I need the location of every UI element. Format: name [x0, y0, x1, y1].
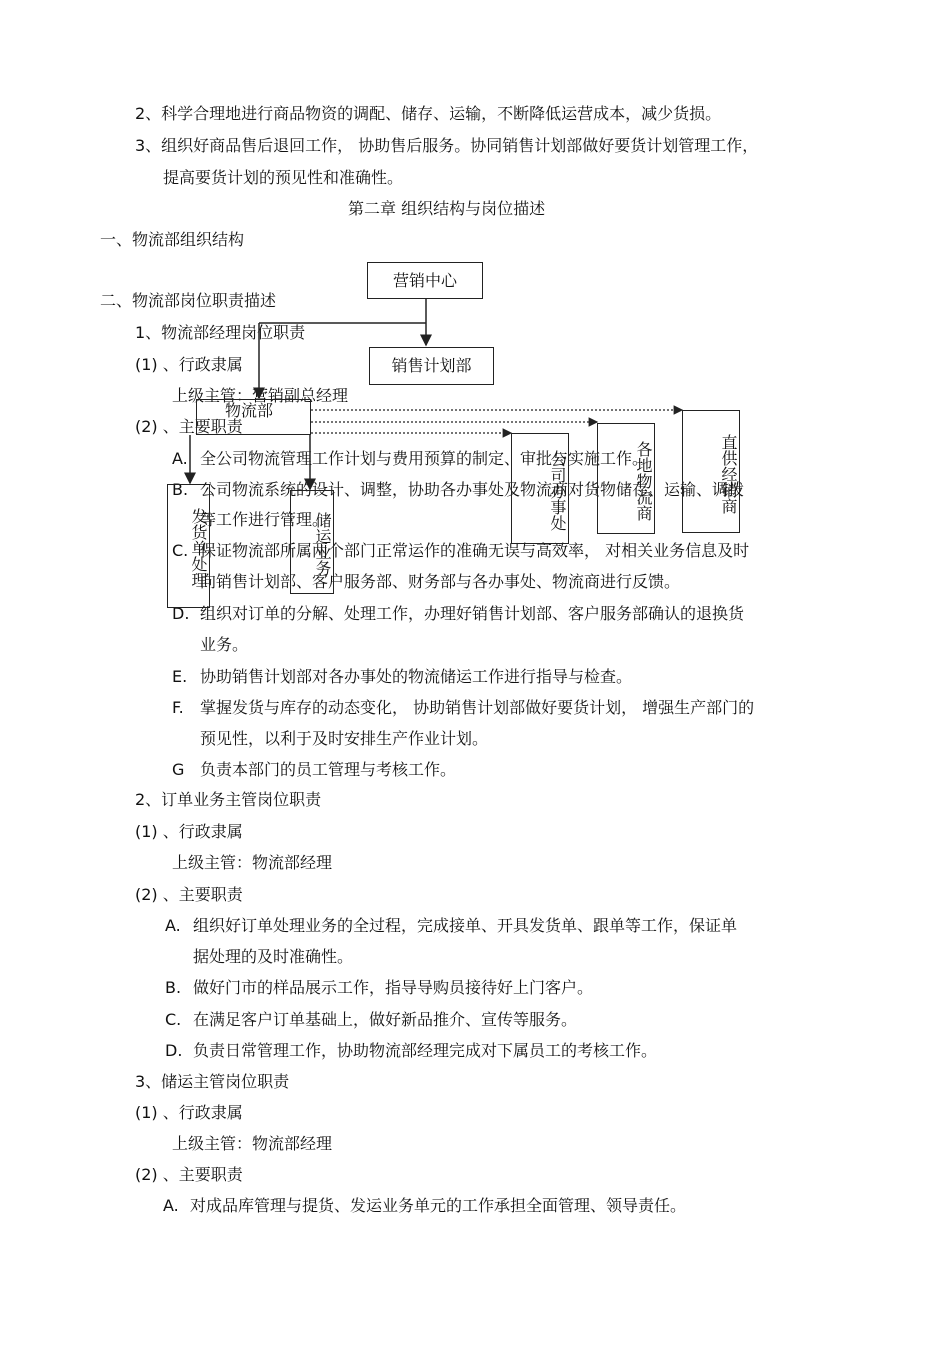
job1-title: 1、物流部经理岗位职责 [135, 323, 306, 342]
job2-duty-d: 负责日常管理工作，协助物流部经理完成对下属员工的考核工作。 [193, 1041, 658, 1060]
job2-duty-a: 组织好订单处理业务的全过程，完成接单、开具发货单、跟单等工作，保证单 [193, 916, 738, 935]
job1-duty-d: 组织对订单的分解、处理工作，办理好销售计划部、客户服务部确认的退换货 [200, 604, 745, 623]
job1-superior: 上级主管：营销副总经理 [172, 386, 349, 405]
job2-duty-c-label: C. [165, 1010, 182, 1029]
org-box-storage: 储运业务 [290, 490, 334, 594]
job2-duty-b: 做好门市的样品展示工作，指导导购员接待好上门客户。 [193, 978, 594, 997]
org-box-sales-plan: 销售计划部 [369, 347, 494, 385]
job1-duty-e: 协助销售计划部对各办事处的物流储运工作进行指导与检查。 [200, 667, 633, 686]
chapter-title: 第二章 组织结构与岗位描述 [348, 199, 546, 218]
job1-duties-heading: (2) 、主要职责 [135, 417, 243, 436]
job2-duty-c: 在满足客户订单基础上，做好新品推介、宣传等服务。 [193, 1010, 578, 1029]
org-box-regional-logistics: 各地物流商 [597, 423, 655, 534]
job1-duty-b: 公司物流系统的设计、调整，协助各办事处及物流商对货物储存、运输、调拨 [200, 480, 745, 499]
job3-title: 3、储运主管岗位职责 [135, 1072, 290, 1091]
section-heading-duties: 二、物流部岗位职责描述 [100, 291, 277, 310]
org-box-marketing-center: 营销中心 [367, 262, 483, 299]
job1-duty-e-label: E. [172, 667, 188, 686]
job1-duty-c: 保证物流部所属两个部门正常运作的准确无误与高效率， 对相关业务信息及时 [200, 541, 750, 560]
job2-duty-a-cont: 据处理的及时准确性。 [193, 947, 354, 966]
intro-line-3: 3、组织好商品售后退回工作， 协助售后服务。协同销售计划部做好要货计划管理工作， [135, 136, 759, 155]
section-heading-org: 一、物流部组织结构 [100, 230, 245, 249]
job1-duty-f-cont: 预见性，以利于及时安排生产作业计划。 [200, 729, 489, 748]
intro-line-3-cont: 提高要货计划的预见性和准确性。 [163, 168, 404, 187]
job1-duty-c-label: C. [172, 541, 189, 560]
job3-duties-heading: (2) 、主要职责 [135, 1165, 243, 1184]
job2-duty-d-label: D. [165, 1041, 183, 1060]
job3-admin-heading: (1) 、行政隶属 [135, 1103, 243, 1122]
job2-duty-a-label: A. [165, 916, 181, 935]
job2-superior: 上级主管：物流部经理 [172, 853, 333, 872]
org-box-direct-dealers: 直供经销商 [682, 410, 740, 533]
job1-duty-a-label: A. [172, 449, 188, 468]
job1-duty-c-cont: 向销售计划部、客户服务部、财务部与各办事处、物流商进行反馈。 [200, 572, 681, 591]
org-box-logistics: 物流部 [196, 399, 311, 435]
job1-duty-g: 负责本部门的员工管理与考核工作。 [200, 760, 457, 779]
job3-superior: 上级主管：物流部经理 [172, 1134, 333, 1153]
job1-duty-f-label: F. [172, 698, 184, 717]
job2-admin-heading: (1) 、行政隶属 [135, 822, 243, 841]
job1-duty-g-label: G [172, 760, 185, 779]
job1-admin-heading: (1) 、行政隶属 [135, 355, 243, 374]
job1-duty-d-cont: 业务。 [200, 635, 249, 654]
org-box-company-office: 公司办事处 [511, 433, 569, 544]
org-box-order-processing: 发货单处理 [167, 484, 210, 608]
job1-duty-a: 全公司物流管理工作计划与费用预算的制定、审批与实施工作。 [200, 449, 649, 468]
job2-title: 2、订单业务主管岗位职责 [135, 790, 322, 809]
job3-duty-a-label: A. [163, 1196, 179, 1215]
job1-duty-b-label: B. [172, 480, 189, 499]
job3-duty-a: 对成品库管理与提货、发运业务单元的工作承担全面管理、领导责任。 [190, 1196, 687, 1215]
intro-line-2: 2、科学合理地进行商品物资的调配、储存、运输，不断降低运营成本，减少货损。 [135, 104, 722, 123]
job2-duty-b-label: B. [165, 978, 182, 997]
job1-duty-f: 掌握发货与库存的动态变化， 协助销售计划部做好要货计划， 增强生产部门的 [200, 698, 755, 717]
job2-duties-heading: (2) 、主要职责 [135, 885, 243, 904]
job1-duty-d-label: D. [172, 604, 190, 623]
job1-duty-b-cont: 等工作进行管理。 [200, 510, 329, 529]
